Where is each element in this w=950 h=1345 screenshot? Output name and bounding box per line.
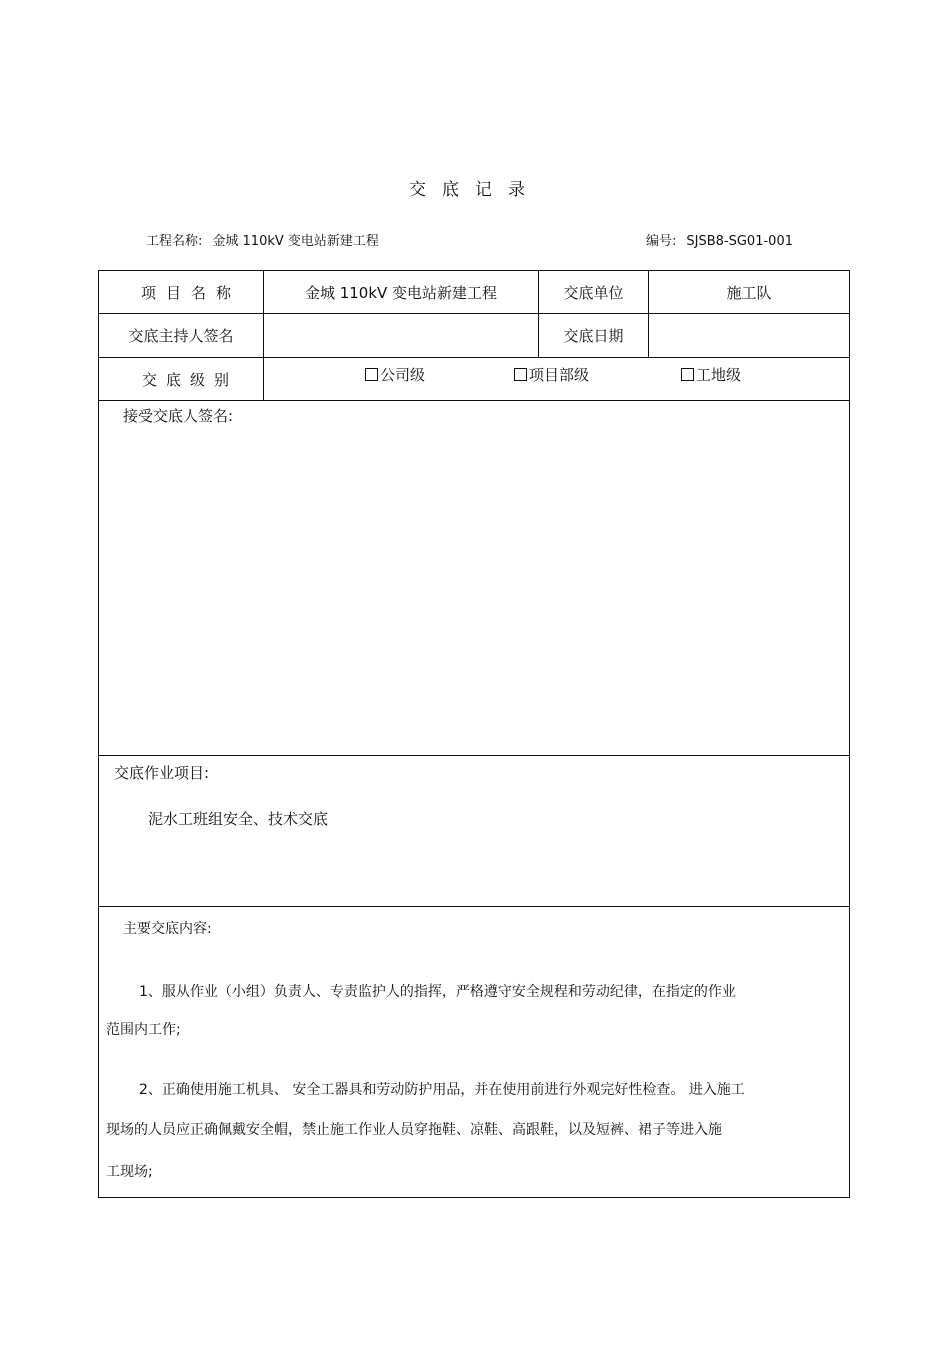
level-option-site[interactable]: [681, 364, 741, 385]
content-line: 2、正确使用施工机具、 安全工器具和劳动防护用品，并在使用前进行外观完好性检查。 进入施工: [139, 1082, 745, 1098]
row-divider: [98, 400, 850, 401]
work-item-label: 交底作业项目:: [114, 764, 210, 782]
briefing-unit-header: 交底单位: [563, 283, 624, 302]
project-name-cell: 金城 110kV 变电站新建工程: [304, 283, 498, 302]
document-title: 交底记录: [409, 180, 541, 200]
briefing-date-header: 交底日期: [563, 327, 624, 345]
briefing-level-header: 交底级别: [141, 370, 238, 389]
project-name-value: 金城 110kV 变电站新建工程: [212, 234, 379, 249]
project-name-header: 项目名称: [140, 283, 241, 302]
main-content-label: 主要交底内容:: [123, 921, 212, 937]
level-option-project-dept[interactable]: [514, 364, 589, 385]
document-number-value: SJSB8-SG01-001: [686, 234, 793, 249]
host-signature-cell[interactable]: [264, 314, 538, 357]
project-name-line: [146, 230, 379, 249]
document-number-line: [646, 230, 793, 249]
work-item-value: 泥水工班组安全、技术交底: [148, 810, 329, 828]
level-option-label: 工地级: [696, 366, 742, 384]
host-signature-header: 交底主持人签名: [128, 327, 234, 345]
receiver-signature-label: 接受交底人签名:: [123, 407, 234, 425]
project-name-label: 工程名称:: [146, 234, 203, 249]
content-line: 工现场;: [106, 1164, 153, 1180]
document-number-label: 编号:: [646, 234, 677, 249]
row-divider: [98, 906, 850, 907]
content-line: 范围内工作;: [106, 1022, 181, 1038]
content-line: 现场的人员应正确佩戴安全帽，禁止施工作业人员穿拖鞋、凉鞋、高跟鞋，以及短裤、裙子等进入施: [106, 1122, 722, 1138]
checkbox-icon[interactable]: [514, 368, 527, 381]
briefing-date-cell[interactable]: [649, 314, 849, 357]
checkbox-icon[interactable]: [365, 368, 378, 381]
level-option-label: 公司级: [380, 366, 426, 384]
briefing-unit-cell: 施工队: [726, 283, 772, 302]
checkbox-icon[interactable]: [681, 368, 694, 381]
content-line: 1、服从作业（小组）负责人、专责监护人的指挥，严格遵守安全规程和劳动纪律，在指定的作业: [139, 984, 736, 1000]
row-divider: [98, 755, 850, 756]
level-option-company[interactable]: [365, 364, 425, 385]
level-option-label: 项目部级: [529, 366, 590, 384]
